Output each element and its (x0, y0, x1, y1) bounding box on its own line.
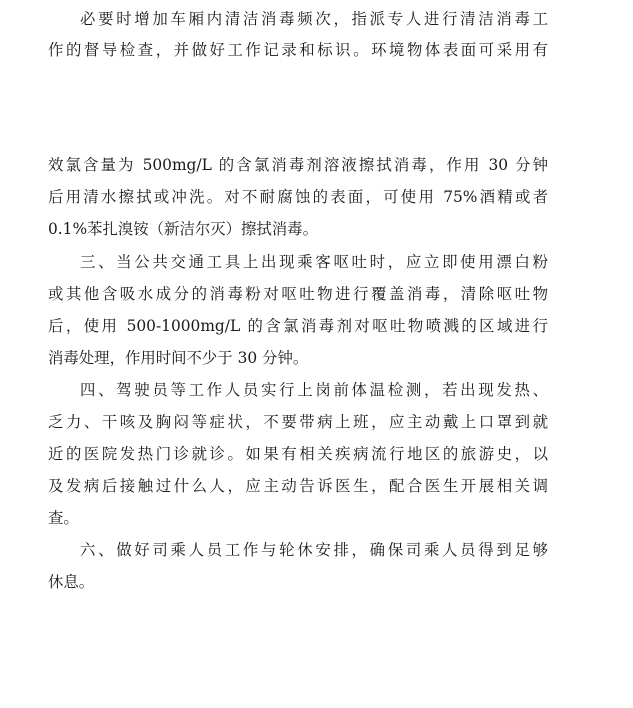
paragraph-line: 四、驾驶员等工作人员实行上岗前体温检测，若出现发热、 (80, 381, 548, 399)
paragraph-line: 0.1%苯扎溴铵（新洁尔灭）擦拭消毒。 (48, 220, 318, 238)
paragraph-line: 休息。 (48, 573, 95, 591)
paragraph-line: 乏力、干咳及胸闷等症状，不要带病上班，应主动戴上口罩到就 (48, 413, 548, 431)
paragraph-line: 三、当公共交通工具上出现乘客呕吐时，应立即使用漂白粉 (80, 253, 548, 271)
paragraph-line: 必要时增加车厢内清洁消毒频次，指派专人进行清洁消毒工 (80, 10, 548, 28)
paragraph-line: 查。 (48, 509, 79, 527)
paragraph-line: 消毒处理，作用时间不少于 30 分钟。 (48, 349, 309, 367)
paragraph-line: 六、做好司乘人员工作与轮休安排，确保司乘人员得到足够 (80, 541, 548, 559)
paragraph-line: 作的督导检查，并做好工作记录和标识。环境物体表面可采用有 (48, 41, 548, 59)
paragraph-line: 近的医院发热门诊就诊。如果有相关疾病流行地区的旅游史，以 (48, 445, 548, 463)
paragraph-line: 后，使用 500-1000mg/L 的含氯消毒剂对呕吐物喷溅的区域进行 (48, 317, 548, 335)
paragraph-line: 及发病后接触过什么人，应主动告诉医生，配合医生开展相关调 (48, 477, 548, 495)
paragraph-line: 效氯含量为 500mg/L 的含氯消毒剂溶液擦拭消毒，作用 30 分钟 (48, 156, 548, 174)
paragraph-line: 或其他含吸水成分的消毒粉对呕吐物进行覆盖消毒，清除呕吐物 (48, 285, 548, 303)
paragraph-line: 后用清水擦拭或冲洗。对不耐腐蚀的表面，可使用 75%酒精或者 (48, 188, 548, 206)
